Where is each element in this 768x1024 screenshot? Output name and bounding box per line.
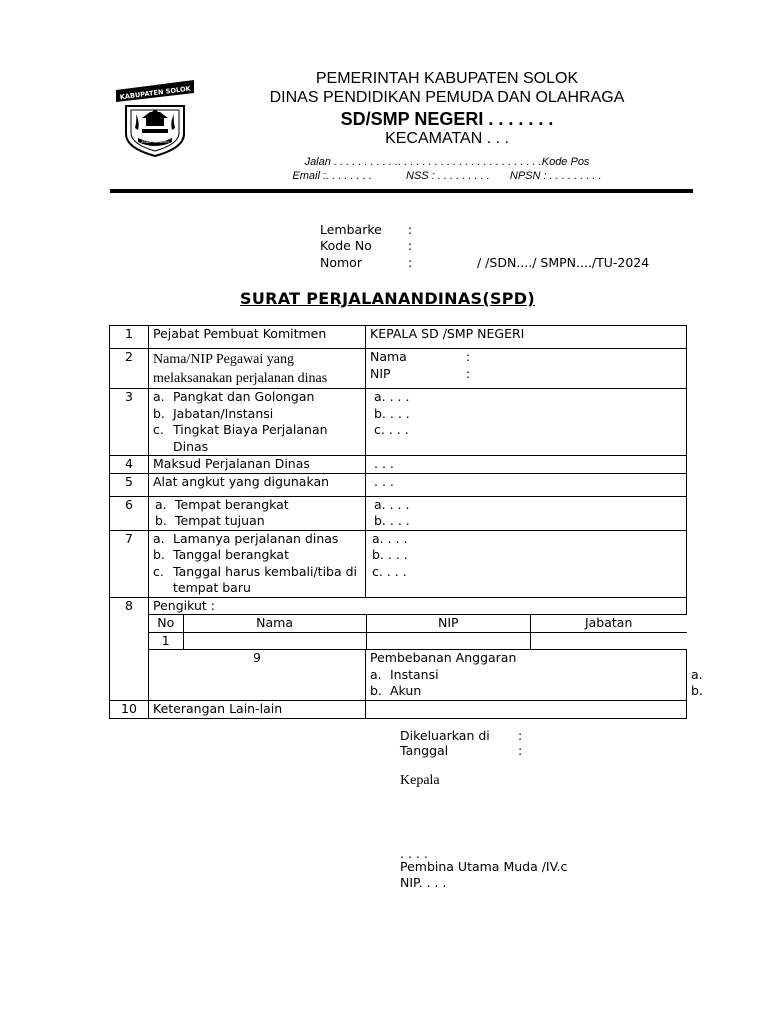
pengikut-no: 1 — [149, 632, 183, 649]
table-row — [110, 700, 687, 718]
signatory-name: . . . . — [400, 846, 428, 861]
row-number: 10 — [110, 700, 149, 718]
row-value: a. . . . b. . . . c. . . . — [366, 530, 687, 597]
row-label — [149, 530, 366, 597]
nomor-label: Nomor — [320, 255, 362, 270]
letterhead-address: Jalan . . . . . . . . . . .. . . . . . . . . . . . . . . . . . . . . . . .Kode Pos — [304, 156, 590, 168]
kode-colon: : — [408, 238, 413, 253]
col-header-nip: NIP — [366, 615, 530, 632]
svg-text:ALAM SURAMBI: ALAM SURAMBI — [141, 140, 169, 144]
list-item: b. Tanggal berangkat — [153, 547, 289, 562]
nip-label: NIP — [370, 366, 391, 381]
row-number: 9 — [149, 650, 366, 701]
row-number: 1 — [110, 326, 149, 349]
nama-colon: : — [466, 349, 471, 364]
table-row — [110, 456, 687, 474]
dikeluarkan-colon: : — [518, 728, 523, 743]
row-number: 7 — [110, 530, 149, 597]
table-row — [110, 615, 687, 650]
pengikut-header-row — [149, 615, 687, 632]
letterhead-nss: NSS : . . . . . . . . . — [406, 170, 490, 182]
pengikut-nip — [366, 632, 530, 649]
letterhead-line-dinas: DINAS PENDIDIKAN PEMUDA DAN OLAHRAGA — [269, 89, 625, 106]
letterhead-divider — [110, 189, 693, 193]
list-item: b. Jabatan/Instansi — [153, 405, 274, 421]
list-item: a. Lamanya perjalanan dinas — [153, 530, 339, 546]
list-item: a. Instansi — [370, 666, 439, 682]
pengikut-table-container — [149, 615, 687, 650]
list-item: b. Akun — [370, 683, 422, 698]
pengikut-row — [149, 632, 687, 649]
list-item: b. Tempat tujuan — [155, 513, 265, 528]
pengikut-jabatan — [530, 632, 686, 649]
col-header-jabatan: Jabatan — [530, 615, 686, 632]
lembar-label: Lembarke — [320, 222, 382, 237]
table-row — [110, 473, 687, 496]
table-row — [110, 530, 687, 597]
row-value: a. . . . b. . . . — [366, 496, 687, 530]
row-number: 4 — [110, 456, 149, 474]
row-value: . . . — [366, 473, 687, 496]
row-label — [149, 496, 366, 530]
col-header-nama: Nama — [183, 615, 366, 632]
lembar-colon: : — [408, 222, 413, 237]
letterhead-school-name: SD/SMP NEGERI . . . . . . . — [340, 109, 554, 129]
row-label: Nama/NIP Pegawai yang melaksanakan perjalanan dinas — [149, 349, 366, 389]
row-number: 5 — [110, 473, 149, 496]
table-row — [110, 389, 687, 456]
tanggal-colon: : — [518, 743, 523, 758]
row-value: a. . . . b. . . . c. . . . — [366, 389, 687, 456]
kabupaten-solok-logo — [114, 76, 196, 158]
row-number: 3 — [110, 389, 149, 456]
row-label: Alat angkut yang digunakan — [149, 473, 366, 496]
row-value — [366, 700, 687, 718]
list-item: c. Tanggal harus kembali/tiba di tempat baru — [153, 563, 358, 595]
col-header-no: No — [149, 615, 183, 632]
row-label: Pembebanan Anggaran a. Instansi b. Akun — [366, 650, 687, 701]
nomor-value: / /SDN..../ SMPN..../TU-2024 — [477, 255, 650, 270]
nomor-colon: : — [408, 255, 413, 270]
signatory-title: Kepala — [400, 773, 440, 788]
signatory-rank: Pembina Utama Muda /IV.c — [400, 859, 568, 874]
letterhead-line-government: PEMERINTAH KABUPATEN SOLOK — [315, 70, 579, 87]
row-label: Keterangan Lain-lain — [149, 700, 366, 718]
row-number: 2 — [110, 349, 149, 389]
row-value: . . . — [366, 456, 687, 474]
list-item: a. Tempat berangkat — [155, 496, 289, 512]
row-value: KEPALA SD /SMP NEGERI — [366, 326, 687, 349]
tanggal-label: Tanggal — [400, 743, 449, 758]
spd-table — [109, 325, 703, 719]
dikeluarkan-label: Dikeluarkan di — [400, 728, 490, 743]
letterhead-npsn: NPSN : . . . . . . . . . — [509, 170, 602, 182]
letterhead-kecamatan: KECAMATAN . . . — [385, 130, 509, 147]
table-row — [110, 496, 687, 530]
table-row — [110, 326, 687, 349]
row-label — [149, 389, 366, 456]
svg-text:KABUPATEN SOLOK: KABUPATEN SOLOK — [119, 84, 192, 102]
pengikut-table — [149, 615, 687, 649]
table-row — [110, 349, 687, 389]
row-label: Maksud Perjalanan Dinas — [149, 456, 366, 474]
nama-label: Nama — [370, 349, 407, 364]
letterhead-email: Email :. . . . . . . . — [292, 170, 372, 182]
signatory-nip: NIP. . . . — [400, 875, 447, 890]
pengikut-nama — [183, 632, 366, 649]
row-value — [366, 349, 687, 389]
letterhead-contact — [200, 170, 694, 182]
row-number: 8 — [110, 597, 149, 700]
nip-colon: : — [466, 366, 471, 381]
document-title: SURAT PERJALANANDINAS(SPD) — [240, 289, 536, 308]
row-label: Pengikut : — [149, 597, 687, 615]
kode-label: Kode No — [320, 238, 372, 253]
row-label: Pejabat Pembuat Komitmen — [149, 326, 366, 349]
row-number: 6 — [110, 496, 149, 530]
table-row — [110, 597, 687, 615]
list-item: c. Tingkat Biaya Perjalanan Dinas — [153, 422, 328, 454]
list-item: a. Pangkat dan Golongan — [153, 389, 315, 404]
table-row: 9 Pembebanan Anggaran a. Instansi b. Akun a. b. — [110, 650, 687, 701]
